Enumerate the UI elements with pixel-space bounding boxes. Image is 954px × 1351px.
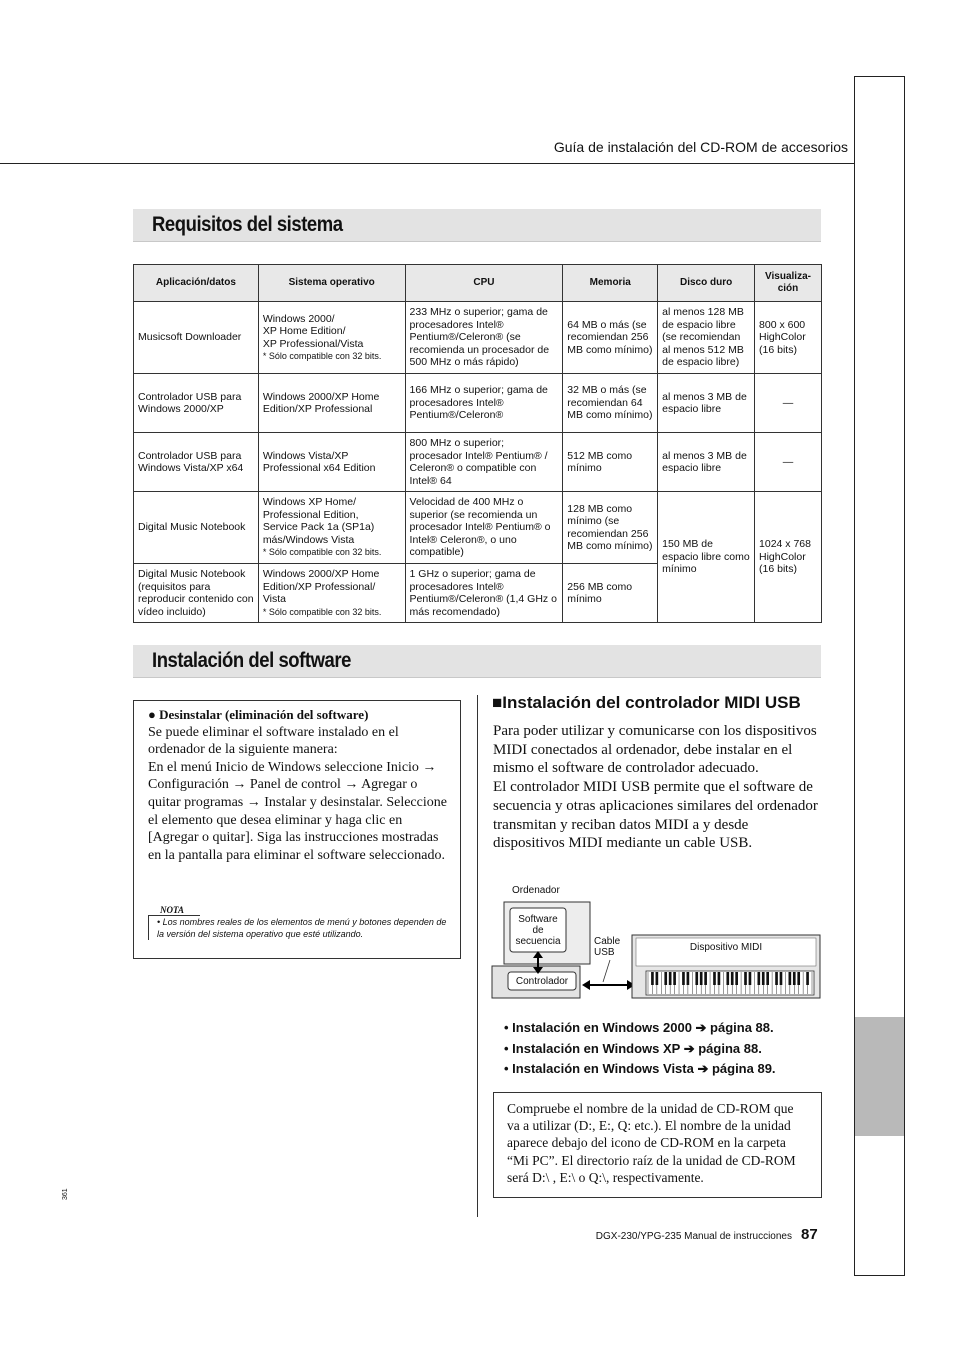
side-tab-marker xyxy=(855,1017,904,1136)
black-key xyxy=(749,972,752,985)
page-header-title: Guía de instalación del CD-ROM de accesorios xyxy=(553,139,848,155)
header-rule xyxy=(0,163,854,164)
print-code: 361 xyxy=(62,1188,69,1200)
nota-block xyxy=(148,905,453,940)
footer-manual: DGX-230/YPG-235 Manual de instrucciones xyxy=(595,1231,792,1242)
cell-memory: 32 MB o más (se recomiendan 64 MB como mínimo) xyxy=(563,374,658,433)
table-row xyxy=(134,492,822,564)
black-key xyxy=(793,972,796,985)
cell-os xyxy=(258,302,405,374)
black-key xyxy=(780,972,783,985)
col-header: Disco duro xyxy=(658,265,755,302)
midi-title xyxy=(492,693,801,713)
uninstall-body: Se puede eliminar el software instalado en el ordenador de la siguiente manera: En el menú Inicio de Windows seleccione Inicio → Configuración → Panel de control → Agregar o quitar programas → Instalar y desinstalar. Seleccione el elemento que desea eliminar y haga clic en [Agregar o quitar]. Siga las instrucciones mostradas en la pantalla para eliminar el software seleccionado. xyxy=(148,724,447,863)
black-key xyxy=(682,972,685,985)
col-header: Memoria xyxy=(563,265,658,302)
col-header: Visualiza-ción xyxy=(755,265,822,302)
black-key xyxy=(797,972,800,985)
section-title-install: Instalación del software xyxy=(152,649,351,672)
os-note: * Sólo compatible con 32 bits. xyxy=(262,351,382,361)
black-key xyxy=(766,972,769,985)
black-key xyxy=(651,972,654,985)
col-header: Sistema operativo xyxy=(258,265,405,302)
bullet-circle-icon: ● xyxy=(148,707,156,722)
black-key xyxy=(744,972,747,985)
section-title-requirements: Requisitos del sistema xyxy=(152,213,343,236)
table-row xyxy=(134,433,822,492)
nota-text: • Los nombres reales de los elementos de menú y botones dependen de la versión del sistema operativo que esté utilizando. xyxy=(148,916,453,940)
diagram-driver-label: Controlador xyxy=(515,976,569,987)
uninstall-heading-text: Desinstalar (eliminación del software) xyxy=(159,707,369,722)
diagram-cable-label: Cable USB xyxy=(594,936,621,958)
cdrom-note-box xyxy=(493,1092,822,1198)
cell-display: 800 x 600 HighColor (16 bits) xyxy=(755,302,822,374)
uninstall-box xyxy=(133,700,461,959)
cell-os: Windows 2000/XP Home Edition/XP Professional xyxy=(258,374,405,433)
black-key xyxy=(775,972,778,985)
black-key xyxy=(695,972,698,985)
midi-body xyxy=(493,722,823,853)
black-key xyxy=(687,972,690,985)
uninstall-content xyxy=(148,706,448,864)
cell-disk: al menos 3 MB de espacio libre xyxy=(658,374,755,433)
black-key xyxy=(656,972,659,985)
uninstall-heading xyxy=(148,706,448,724)
black-key xyxy=(704,972,707,985)
black-key xyxy=(731,972,734,985)
cell-app: Musicsoft Downloader xyxy=(134,302,259,374)
table-header-row xyxy=(134,265,822,302)
section-band-install xyxy=(133,645,821,678)
page-number: 87 xyxy=(801,1226,818,1243)
nota-label: NOTA xyxy=(148,905,200,916)
black-key xyxy=(673,972,676,985)
cdrom-note-text: Compruebe el nombre de la unidad de CD-ROM que va a utilizar (D:, E:, Q: etc.). El nombre de la unidad aparece debajo del icono de CD-ROM en la carpeta “Mi PC”. El directorio raíz de la unidad de CD-ROM será D:\ , E:\ o Q:\, respectivamente. xyxy=(507,1101,796,1185)
requirements-table xyxy=(133,264,822,623)
black-key xyxy=(757,972,760,985)
midi-paragraph-1: Para poder utilizar y comunicarse con los dispositivos MIDI conectados al ordenador, debe instalar en el mismo el software de controlador adecuado. xyxy=(493,723,817,777)
black-key xyxy=(718,972,721,985)
diagram-software-label: Software de secuencia xyxy=(515,914,561,947)
cell-memory: 512 MB como mínimo xyxy=(563,433,658,492)
os-text: Windows 2000/ XP Home Edition/ XP Professional/Vista xyxy=(262,312,364,350)
black-key xyxy=(713,972,716,985)
midi-title-text: Instalación del controlador MIDI USB xyxy=(502,693,801,712)
link-windows-xp[interactable]: • Instalación en Windows XP ➔ página 88. xyxy=(504,1040,762,1056)
cell-cpu: 166 MHz o superior; gama de procesadores Intel® Pentium®/Celeron® xyxy=(405,374,563,433)
cell-os xyxy=(258,564,405,623)
cell-app: Digital Music Notebook xyxy=(134,492,259,564)
os-note: * Sólo compatible con 32 bits. xyxy=(262,547,382,558)
cell-app: Controlador USB para Windows 2000/XP xyxy=(134,374,259,433)
black-key xyxy=(735,972,738,985)
os-text: Windows 2000/XP Home Edition/XP Professional/ Vista xyxy=(262,568,380,605)
cable-leader-line xyxy=(603,960,610,982)
install-links xyxy=(504,1018,776,1080)
cell-cpu: 233 MHz o superior; gama de procesadores Intel® Pentium®/Celeron® (se recomienda un procesador de 500 MHz o más rápido) xyxy=(405,302,563,374)
arrow-left-icon xyxy=(582,980,590,990)
black-key xyxy=(789,972,792,985)
table-row xyxy=(134,374,822,433)
column-divider xyxy=(477,695,478,1217)
black-key xyxy=(762,972,765,985)
black-key xyxy=(664,972,667,985)
table-row xyxy=(134,302,822,374)
cell-cpu: 1 GHz o superior; gama de procesadores Intel® Pentium®/Celeron® (1,4 GHz o más recomendado) xyxy=(405,564,563,623)
cell-disk: 150 MB de espacio libre como mínimo xyxy=(658,492,755,623)
cell-display: — xyxy=(755,374,822,433)
cell-os xyxy=(258,492,405,564)
col-header: Aplicación/datos xyxy=(134,265,259,302)
cell-memory: 64 MB o más (se recomiendan 256 MB como mínimo) xyxy=(563,302,658,374)
black-key xyxy=(700,972,703,985)
square-bullet-icon: ■ xyxy=(492,693,503,712)
cell-cpu: 800 MHz o superior; procesador Intel® Pentium® / Celeron® o compatible con Intel® 64 xyxy=(405,433,563,492)
cell-os: Windows Vista/XP Professional x64 Edition xyxy=(258,433,405,492)
col-header: CPU xyxy=(405,265,563,302)
black-key xyxy=(669,972,672,985)
midi-paragraph-2: El controlador MIDI USB permite que el software de secuencia y otras aplicaciones similares del ordenador transmitan y reciban datos MIDI a y desde dispositivos MIDI mediante un cable USB. xyxy=(493,779,818,852)
cell-memory: 128 MB como mínimo (se recomiendan 256 MB como mínimo) xyxy=(563,492,658,564)
cell-disk: al menos 128 MB de espacio libre (se recomiendan al menos 512 MB de espacio libre) xyxy=(658,302,755,374)
cell-disk: al menos 3 MB de espacio libre xyxy=(658,433,755,492)
cell-memory: 256 MB como mínimo xyxy=(563,564,658,623)
link-windows-vista[interactable]: • Instalación en Windows Vista ➔ página 89. xyxy=(504,1061,776,1076)
black-key xyxy=(726,972,729,985)
cell-display: — xyxy=(755,433,822,492)
link-windows-2000[interactable]: • Instalación en Windows 2000 ➔ página 88. xyxy=(504,1020,774,1035)
diagram-device-label: Dispositivo MIDI xyxy=(689,942,763,953)
diagram-computer-label: Ordenador xyxy=(512,885,560,896)
section-band-requirements xyxy=(133,209,821,242)
os-note: * Sólo compatible con 32 bits. xyxy=(262,606,382,617)
cell-app: Controlador USB para Windows Vista/XP x64 xyxy=(134,433,259,492)
black-key xyxy=(806,972,809,985)
cell-cpu: Velocidad de 400 MHz o superior (se recomienda un procesador Intel® Pentium® o Intel® Celeron®, o uno compatible) xyxy=(405,492,563,564)
cell-display: 1024 x 768 HighColor (16 bits) xyxy=(755,492,822,623)
cell-app: Digital Music Notebook (requisitos para reproducir contenido con vídeo incluido) xyxy=(134,564,259,623)
os-text: Windows XP Home/ Professional Edition, Service Pack 1a (SP1a) más/Windows Vista xyxy=(262,496,375,546)
